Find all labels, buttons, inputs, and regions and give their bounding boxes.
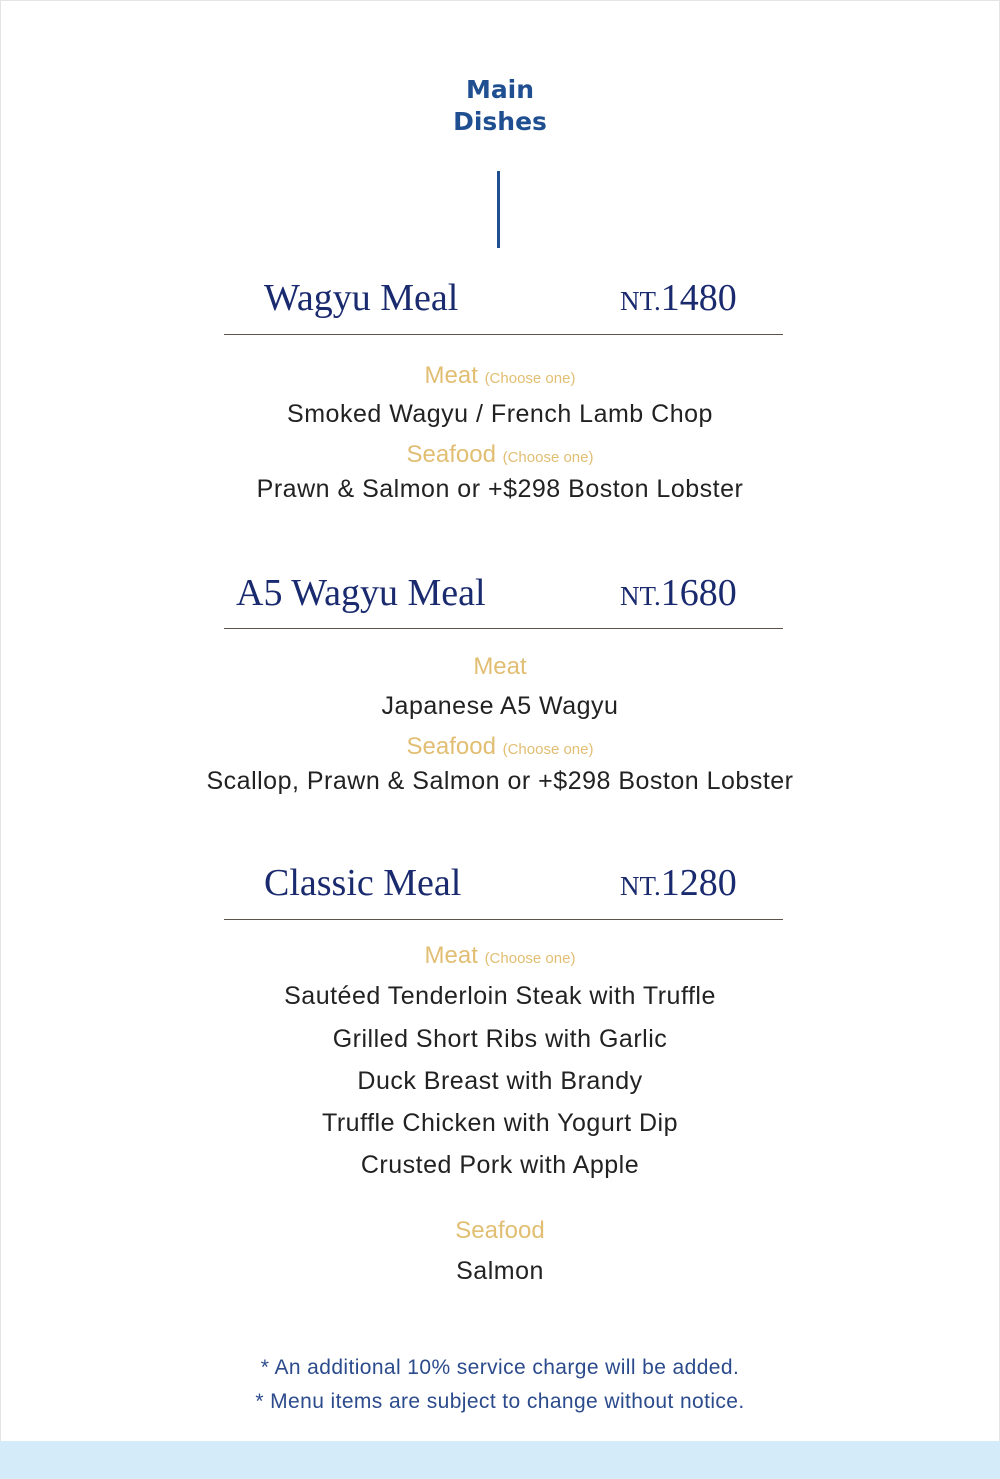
menu-item: Scallop, Prawn & Salmon or +$298 Boston Lobster — [206, 767, 794, 795]
category-note: (Choose one) — [484, 370, 576, 387]
price-currency: NT. — [620, 581, 661, 611]
category-name: Meat — [473, 653, 527, 680]
bottom-band — [0, 1441, 1000, 1479]
footnote-service-charge: * An additional 10% service charge will be added. — [260, 1356, 740, 1379]
category-name: Meat — [424, 362, 478, 389]
price-value: 1280 — [660, 862, 737, 904]
menu-item: Sautéed Tenderloin Steak with Truffle — [284, 982, 716, 1010]
meal-price — [620, 571, 737, 618]
meal-title: Wagyu Meal — [264, 277, 459, 319]
category-name: Seafood — [406, 441, 496, 468]
category-label — [0, 652, 1000, 682]
category-name: Meat — [424, 942, 478, 969]
category-label — [0, 440, 1000, 473]
price-currency: NT. — [620, 286, 661, 316]
category-name: Seafood — [455, 1217, 545, 1244]
menu-item: Japanese A5 Wagyu — [381, 692, 619, 720]
menu-item: Truffle Chicken with Yogurt Dip — [322, 1109, 678, 1137]
category-name: Seafood — [406, 733, 496, 760]
category-note: (Choose one) — [502, 449, 594, 466]
meal-divider — [224, 919, 783, 920]
heading-line-2: Dishes — [453, 107, 547, 136]
menu-item: Duck Breast with Brandy — [357, 1067, 643, 1095]
meal-divider — [224, 334, 783, 335]
category-label — [0, 1216, 1000, 1246]
menu-item: Prawn & Salmon or +$298 Boston Lobster — [256, 475, 744, 503]
heading-line-1: Main — [465, 75, 535, 104]
menu-item: Salmon — [456, 1257, 544, 1285]
price-currency: NT. — [620, 871, 661, 901]
price-value: 1680 — [660, 572, 737, 614]
meal-title: Classic Meal — [264, 862, 462, 904]
meal-price — [620, 861, 737, 908]
meal-divider — [224, 628, 783, 629]
menu-item: Crusted Pork with Apple — [360, 1151, 640, 1179]
footnote-menu-change: * Menu items are subject to change without notice. — [255, 1390, 745, 1413]
category-note: (Choose one) — [502, 741, 594, 758]
category-label — [0, 732, 1000, 765]
menu-heading — [0, 74, 1000, 138]
meal-title: A5 Wagyu Meal — [236, 572, 486, 614]
menu-item: Smoked Wagyu / French Lamb Chop — [287, 400, 713, 428]
meal-price — [620, 276, 737, 323]
category-label — [0, 361, 1000, 394]
menu-item: Grilled Short Ribs with Garlic — [332, 1025, 668, 1053]
price-value: 1480 — [660, 277, 737, 319]
heading-divider — [497, 171, 500, 248]
category-note: (Choose one) — [484, 950, 576, 967]
category-label — [0, 941, 1000, 974]
